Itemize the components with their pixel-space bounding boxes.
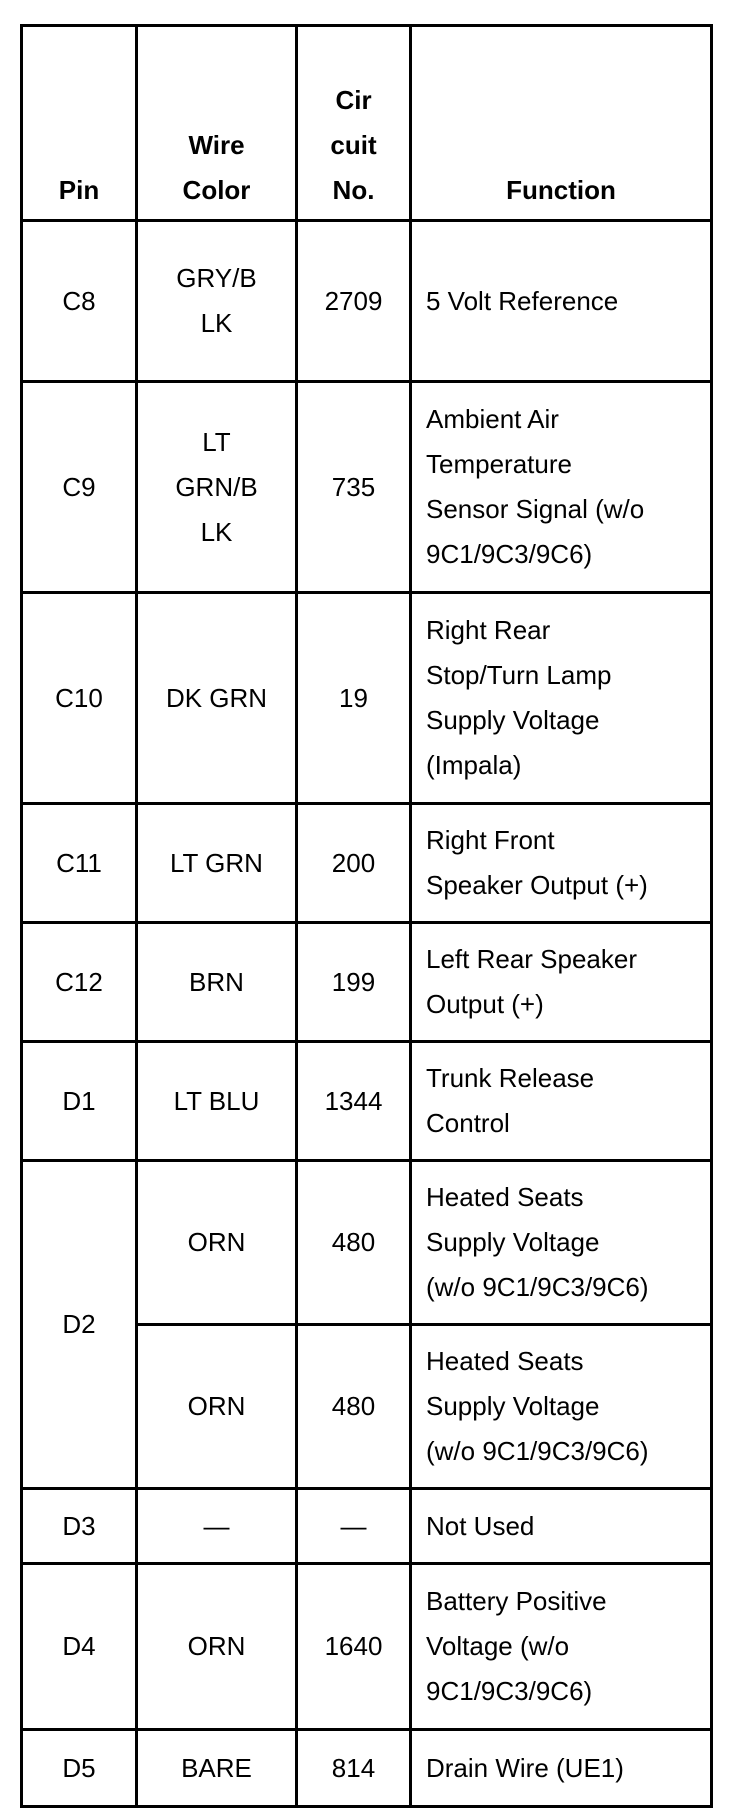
pin-cell: C10: [22, 593, 137, 804]
table-row: [22, 804, 712, 923]
wire-color-cell: ORN: [137, 1325, 297, 1489]
circuit-no-cell: 200: [297, 804, 411, 923]
pin-cell: C9: [22, 382, 137, 593]
circuit-no-cell: 480: [297, 1161, 411, 1325]
function-cell: 5 Volt Reference: [411, 221, 712, 382]
table-row: [22, 1730, 712, 1807]
table-row: [22, 923, 712, 1042]
function-cell: Drain Wire (UE1): [411, 1730, 712, 1807]
circuit-no-cell: 2709: [297, 221, 411, 382]
circuit-no-cell: 19: [297, 593, 411, 804]
header-circuit-no: Cir cuit No.: [297, 26, 411, 221]
pin-cell: D4: [22, 1564, 137, 1730]
wire-color-cell: LT GRN/B LK: [137, 382, 297, 593]
table-row: [22, 1042, 712, 1161]
wire-color-cell: GRY/B LK: [137, 221, 297, 382]
pin-cell: D3: [22, 1489, 137, 1564]
circuit-no-cell: 1640: [297, 1564, 411, 1730]
table-row: [22, 1489, 712, 1564]
table-row: [22, 221, 712, 382]
table-row: [22, 382, 712, 593]
circuit-no-cell: —: [297, 1489, 411, 1564]
connector-pinout-table: [20, 24, 713, 1808]
function-cell: Heated Seats Supply Voltage (w/o 9C1/9C3/9C6): [411, 1325, 712, 1489]
circuit-no-cell: 1344: [297, 1042, 411, 1161]
pin-cell: D1: [22, 1042, 137, 1161]
function-cell: Battery Positive Voltage (w/o 9C1/9C3/9C6): [411, 1564, 712, 1730]
pin-cell: D2: [22, 1161, 137, 1489]
circuit-no-cell: 735: [297, 382, 411, 593]
wire-color-cell: BARE: [137, 1730, 297, 1807]
circuit-no-cell: 814: [297, 1730, 411, 1807]
table-header-row: [22, 26, 712, 221]
circuit-no-cell: 199: [297, 923, 411, 1042]
pin-cell: C8: [22, 221, 137, 382]
function-cell: Right Front Speaker Output (+): [411, 804, 712, 923]
pin-cell: C12: [22, 923, 137, 1042]
wire-color-cell: ORN: [137, 1161, 297, 1325]
wire-color-cell: —: [137, 1489, 297, 1564]
pin-cell: D5: [22, 1730, 137, 1807]
function-cell: Trunk Release Control: [411, 1042, 712, 1161]
function-cell: Ambient Air Temperature Sensor Signal (w/o 9C1/9C3/9C6): [411, 382, 712, 593]
function-cell: Left Rear Speaker Output (+): [411, 923, 712, 1042]
header-wire-color: Wire Color: [137, 26, 297, 221]
pin-cell: C11: [22, 804, 137, 923]
table-row: [22, 1161, 712, 1325]
header-pin: Pin: [22, 26, 137, 221]
function-cell: Heated Seats Supply Voltage (w/o 9C1/9C3/9C6): [411, 1161, 712, 1325]
wire-color-cell: LT GRN: [137, 804, 297, 923]
wire-color-cell: DK GRN: [137, 593, 297, 804]
table-row: [22, 1564, 712, 1730]
wire-color-cell: ORN: [137, 1564, 297, 1730]
circuit-no-cell: 480: [297, 1325, 411, 1489]
wire-color-cell: BRN: [137, 923, 297, 1042]
function-cell: Not Used: [411, 1489, 712, 1564]
wire-color-cell: LT BLU: [137, 1042, 297, 1161]
header-function: Function: [411, 26, 712, 221]
table-row: [22, 593, 712, 804]
function-cell: Right Rear Stop/Turn Lamp Supply Voltage (Impala): [411, 593, 712, 804]
